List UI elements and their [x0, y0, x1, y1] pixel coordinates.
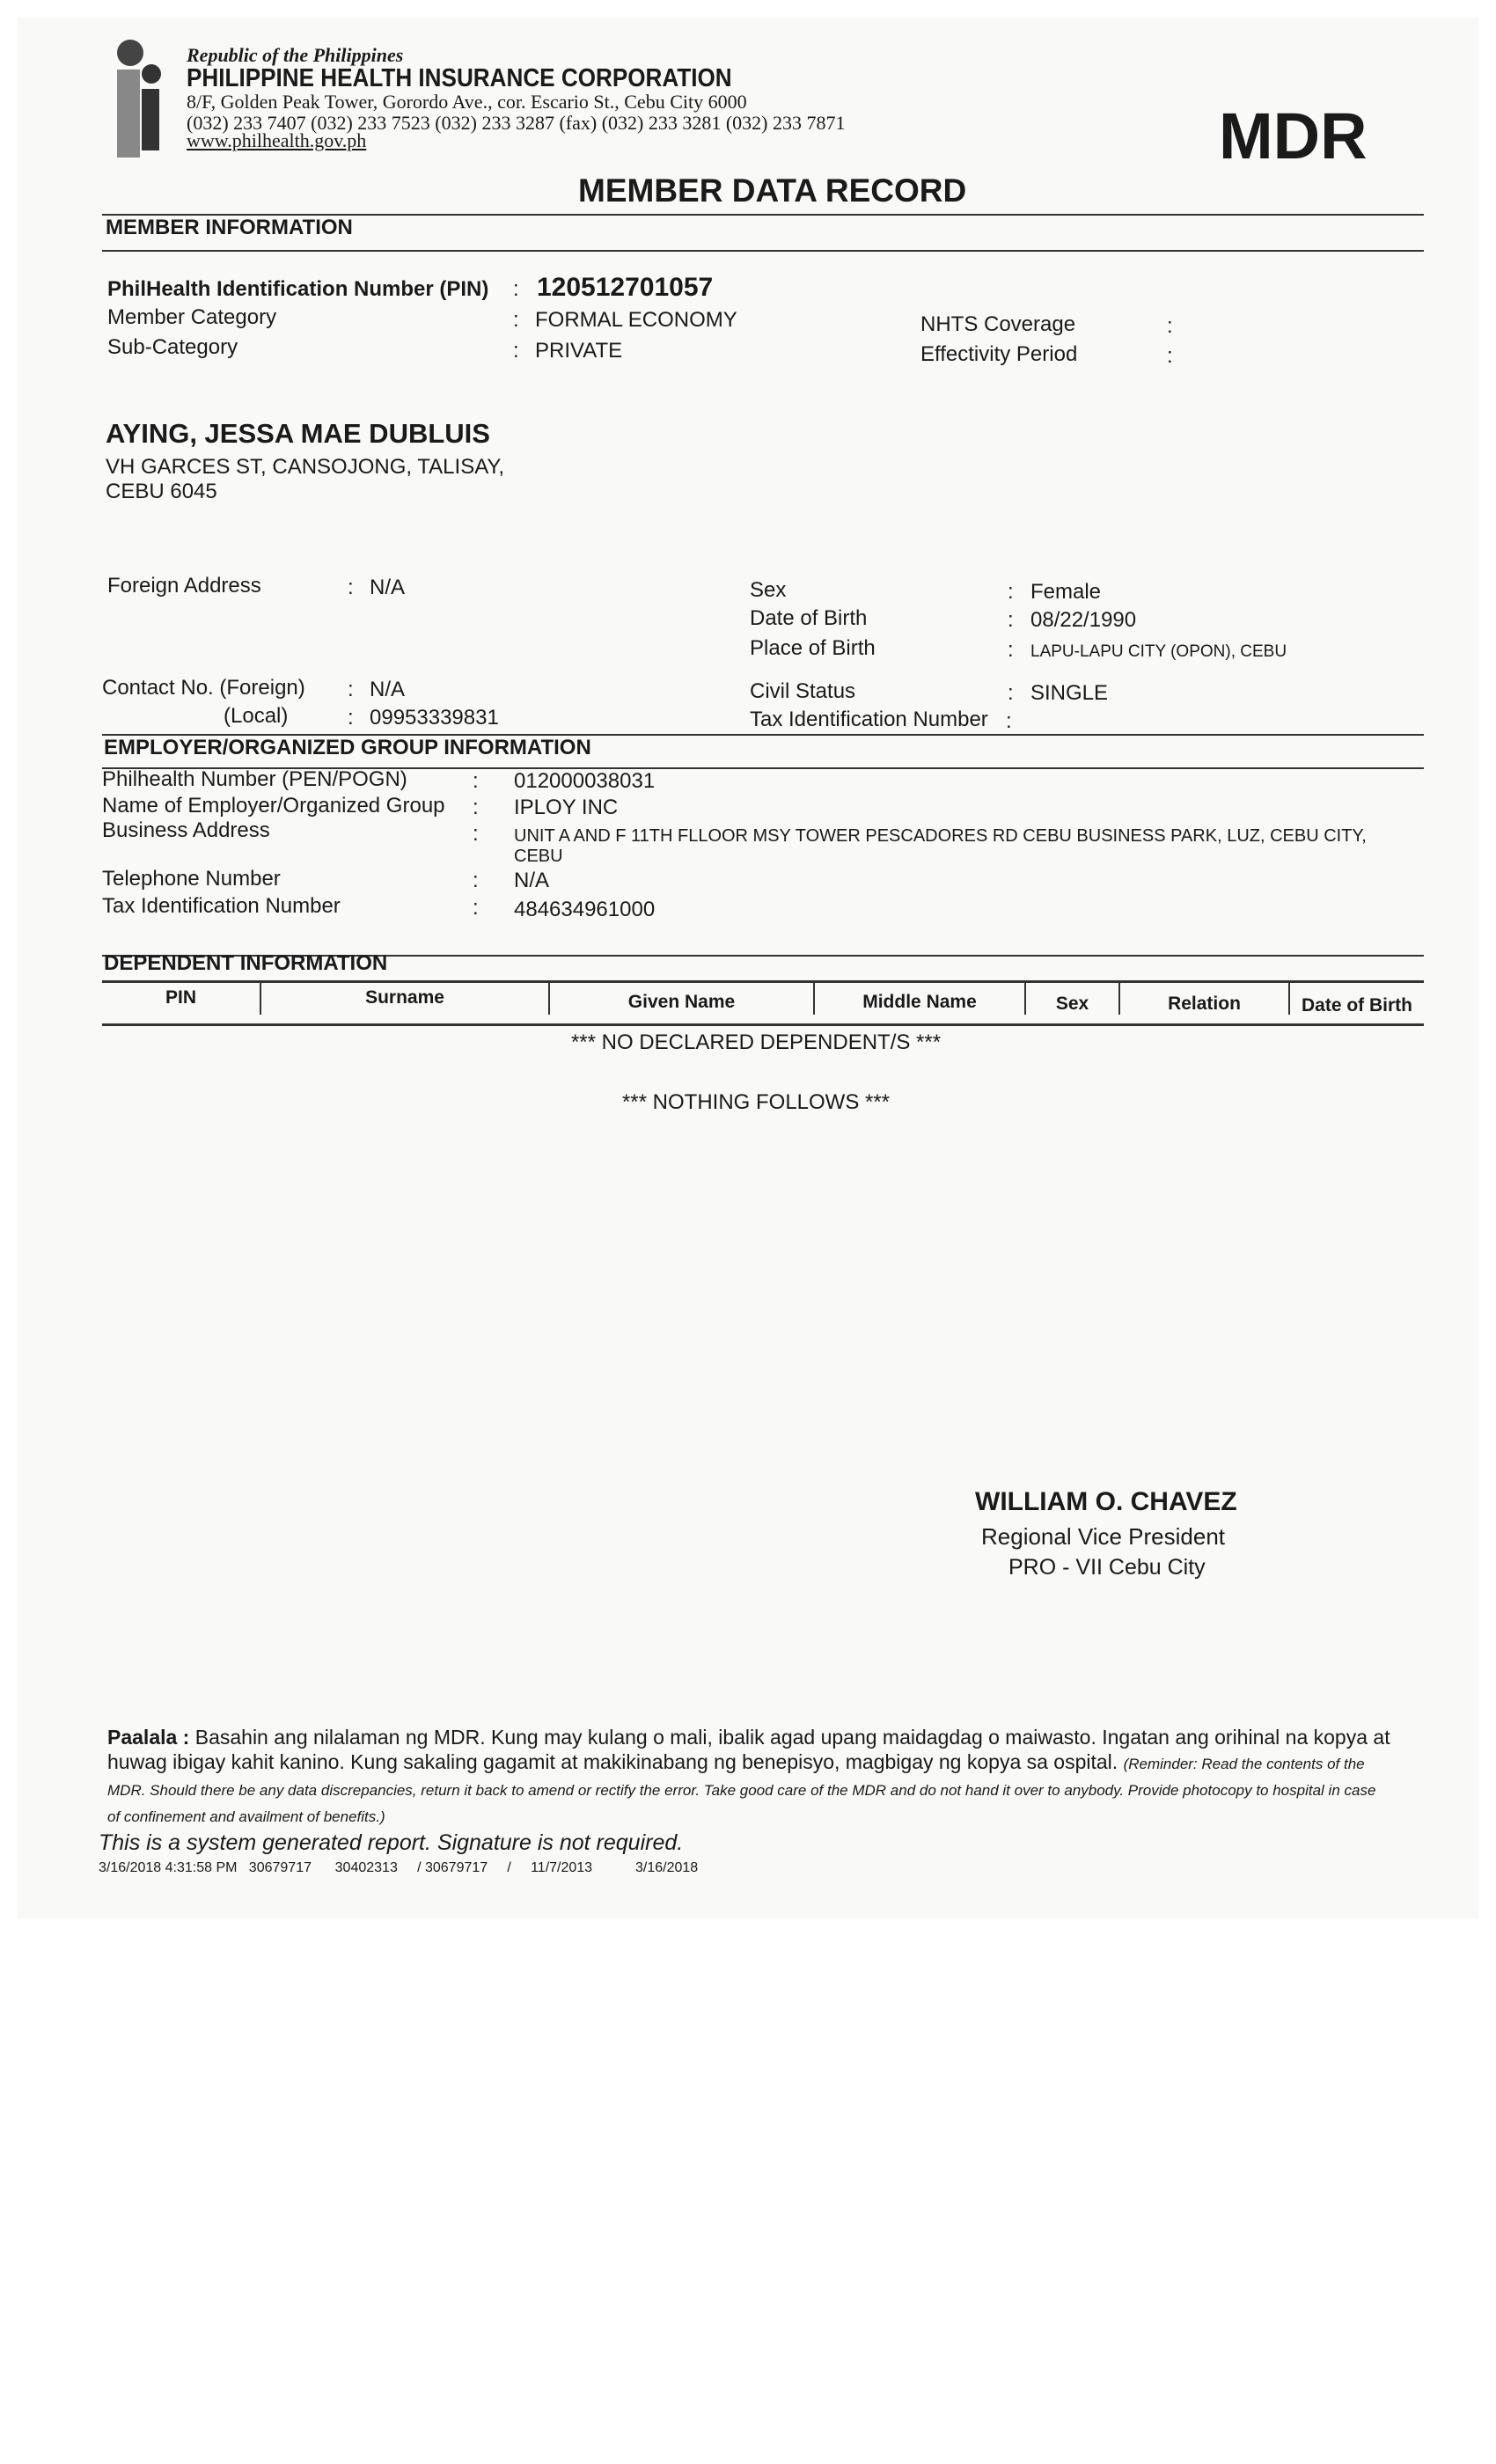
civil-status-label: Civil Status	[750, 679, 856, 703]
colon: :	[473, 869, 479, 892]
civil-status-value: SINGLE	[1030, 681, 1109, 705]
employer-name-value: IPLOY INC	[514, 796, 619, 819]
nhts-label: NHTS Coverage	[920, 312, 1076, 336]
member-category-value: FORMAL ECONOMY	[535, 308, 737, 332]
footer-meta	[99, 1860, 698, 1876]
pob-label: Place of Birth	[750, 636, 876, 660]
contact-local-label: (Local)	[224, 704, 289, 728]
contact-local-value: 09953339831	[370, 706, 499, 730]
member-category-label: Member Category	[107, 305, 277, 329]
sub-category-value: PRIVATE	[535, 339, 623, 363]
colon: :	[473, 796, 479, 819]
pin-label: PhilHealth Identification Number (PIN)	[107, 277, 489, 301]
paalala-label: Paalala :	[107, 1726, 190, 1749]
pen-label: Philhealth Number (PEN/POGN)	[102, 767, 407, 791]
member-address-line2: CEBU 6045	[106, 480, 217, 503]
member-name: AYING, JESSA MAE DUBLUIS	[106, 418, 490, 449]
employer-tin-value: 484634961000	[514, 898, 656, 921]
paalala-note	[107, 1725, 1392, 1829]
org-address: 8/F, Golden Peak Tower, Gorordo Ave., cor. Escario St., Cebu City 6000	[187, 91, 747, 113]
pob-value: LAPU-LAPU CITY (OPON), CEBU	[1030, 642, 1287, 661]
no-dependents-text: *** NO DECLARED DEPENDENT/S ***	[570, 1030, 942, 1054]
page-title: MEMBER DATA RECORD	[578, 172, 967, 209]
colon: :	[513, 339, 519, 363]
employer-name-label: Name of Employer/Organized Group	[102, 794, 445, 818]
business-address-line2: CEBU	[514, 847, 563, 866]
foreign-address-label: Foreign Address	[107, 574, 261, 598]
org-name: PHILIPPINE HEALTH INSURANCE CORPORATION	[187, 64, 732, 92]
meta-date-2: 3/16/2018	[634, 1860, 699, 1875]
section-member-information: MEMBER INFORMATION	[106, 216, 353, 239]
colon: :	[1006, 709, 1012, 733]
meta-id-1: 30679717	[248, 1860, 312, 1875]
section-dependent-information: DEPENDENT INFORMATION	[104, 951, 388, 975]
nothing-follows-text: *** NOTHING FOLLOWS ***	[621, 1090, 891, 1114]
meta-date-1: 11/7/2013	[531, 1860, 593, 1875]
member-address-line1: VH GARCES ST, CANSOJONG, TALISAY,	[106, 455, 505, 479]
contact-foreign-label: Contact No. (Foreign)	[102, 676, 305, 700]
sex-value: Female	[1030, 580, 1102, 604]
philhealth-logo	[117, 40, 179, 158]
dob-value: 08/22/1990	[1030, 608, 1137, 632]
print-timestamp: 3/16/2018 4:31:58 PM	[99, 1860, 238, 1875]
foreign-address-value: N/A	[370, 576, 406, 599]
signatory-name: WILLIAM O. CHAVEZ	[975, 1487, 1237, 1516]
org-phones: (032) 233 7407 (032) 233 7523 (032) 233 3287 (fax) (032) 233 3281 (032) 233 7871	[187, 112, 846, 134]
colon: :	[513, 277, 519, 301]
contact-foreign-value: N/A	[370, 678, 406, 701]
employer-tin-label: Tax Identification Number	[102, 894, 341, 918]
telephone-value: N/A	[514, 869, 550, 892]
paalala-text: Basahin ang nilalaman ng MDR. Kung may kulang o mali, ibalik agad upang maidagdag o maiwasto. Ingatan ang orihinal na kopya at huwag ibigay kahit kanino. Kung sakaling gagamit at makikinabang ng benepisyo, magbigay ng kopya sa ospital.	[107, 1726, 1390, 1773]
colon: :	[513, 308, 519, 332]
meta-id-2: 30402313	[334, 1860, 398, 1875]
section-employer-information: EMPLOYER/ORGANIZED GROUP INFORMATION	[104, 736, 591, 759]
column-header-relation: Relation	[1168, 994, 1241, 1014]
column-header-pin: PIN	[165, 987, 196, 1008]
colon: :	[1008, 580, 1014, 604]
sex-label: Sex	[750, 578, 787, 602]
colon: :	[473, 769, 479, 793]
colon: :	[473, 896, 479, 920]
colon: :	[348, 576, 354, 599]
business-address-line1: UNIT A AND F 11TH FLLOOR MSY TOWER PESCADORES RD CEBU BUSINESS PARK, LUZ, CEBU CITY,	[514, 826, 1367, 846]
telephone-label: Telephone Number	[102, 867, 281, 891]
signatory-office: PRO - VII Cebu City	[1008, 1555, 1206, 1580]
colon: :	[1167, 344, 1173, 368]
colon: :	[1008, 681, 1014, 705]
column-header-surname: Surname	[365, 987, 444, 1008]
business-address-label: Business Address	[102, 818, 270, 842]
column-header-middle-name: Middle Name	[862, 992, 977, 1012]
colon: :	[348, 678, 354, 701]
table-bottom-border	[102, 1023, 1424, 1026]
dob-label: Date of Birth	[750, 606, 868, 630]
mdr-badge: MDR	[1219, 99, 1368, 172]
column-header-sex: Sex	[1055, 994, 1089, 1014]
member-tin-label: Tax Identification Number	[750, 708, 988, 731]
pin-value: 120512701057	[537, 273, 714, 302]
colon: :	[1008, 638, 1014, 662]
reminder-text: (Reminder: Read the contents of the MDR. Should there be any data discrepancies, return it back to amend or rectify the error. Take good care of the MDR and do not hand it over to anybody. Provide photocopy to hospital in case of confinement and availment of benefits.)	[107, 1756, 1376, 1825]
website-link[interactable]: www.philhealth.gov.ph	[187, 129, 367, 151]
signatory-title: Regional Vice President	[981, 1523, 1226, 1550]
pen-value: 012000038031	[514, 769, 656, 793]
colon: :	[1167, 314, 1173, 338]
meta-separator: /	[507, 1860, 511, 1875]
meta-id-3: / 30679717	[417, 1860, 488, 1875]
column-header-given-name: Given Name	[627, 992, 736, 1012]
republic-text: Republic of the Philippines	[187, 44, 404, 66]
colon: :	[473, 822, 479, 846]
colon: :	[348, 706, 354, 730]
column-header-date-of-birth: Date of Birth	[1302, 995, 1412, 1016]
colon: :	[1008, 608, 1014, 632]
sub-category-label: Sub-Category	[107, 335, 238, 359]
effectivity-label: Effectivity Period	[920, 342, 1078, 366]
system-generated-note: This is a system generated report. Signature is not required.	[99, 1830, 684, 1855]
table-top-border	[102, 980, 1424, 983]
